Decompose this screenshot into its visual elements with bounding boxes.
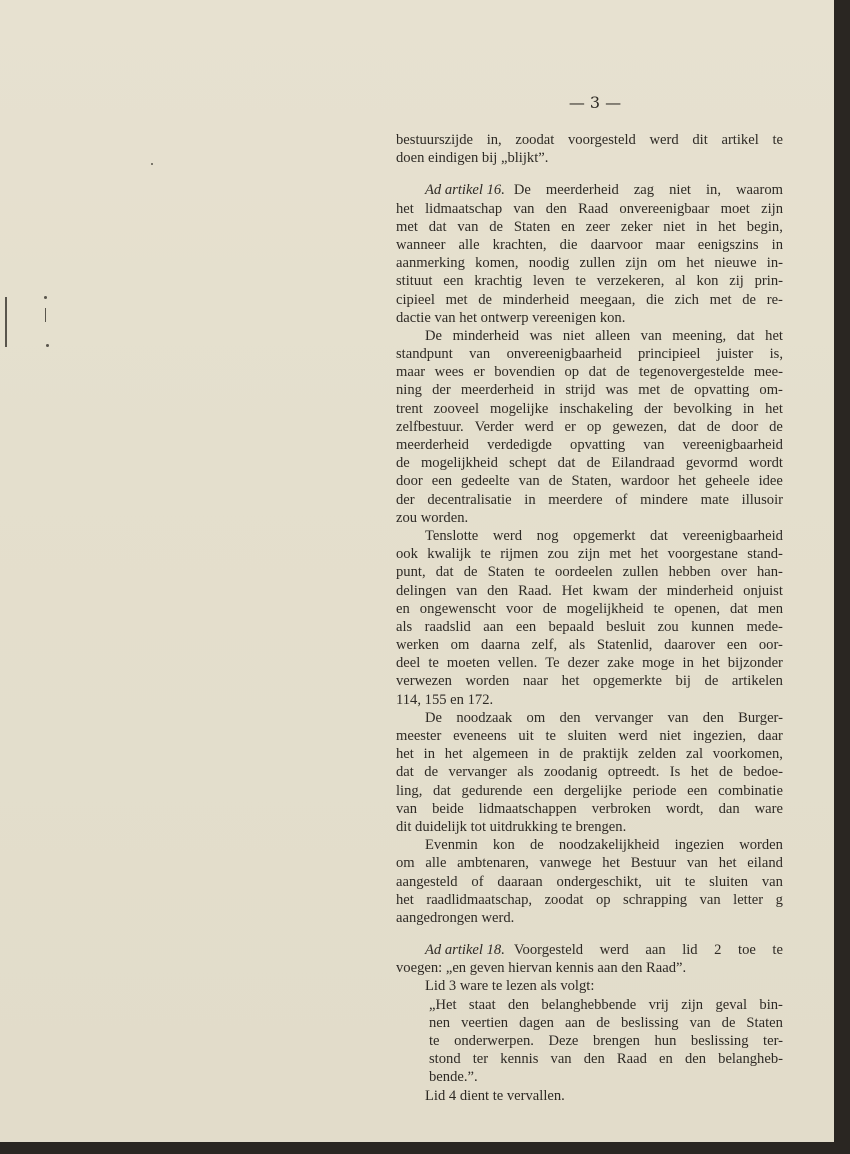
text-line: Ad artikel 16. De meerderheid zag niet in, waarom [425,182,783,199]
text-line: cipieel met de minderheid meegaan, die zich met de re- [396,291,783,308]
text-line [429,1068,783,1086]
text-line [396,509,783,527]
text-line: De minderheid was niet alleen van meening, dat het [425,327,783,344]
line-text: Lid 4 dient te vervallen. [425,1087,565,1104]
text-line: ning der meerderheid in strijd was met de opvatting om- [396,382,783,399]
paragraph [396,836,783,927]
paragraph [396,709,783,836]
line-text: dit duidelijk tot uitdrukking te brengen. [396,818,627,835]
text-line: punt, dat de Staten te oordeelen zullen hebben over han- [396,564,783,581]
text-line: door een gedeelte van de Staten, wardoor het geheele idee [396,473,783,490]
text-line: nen veertien dagen aan de beslissing van de Staten [429,1014,783,1031]
line-text: zou worden. [396,509,469,526]
text-line: van beide lidmaatschappen verbroken wordt, dan ware [396,800,783,817]
line-text: doen eindigen bij „blijkt”. [396,150,549,167]
text-line: deel te moeten vellen. Te dezer zake moge in het bijzonder [396,655,783,672]
text-line: het in het algemeen in de praktijk zelden zal voorkomen, [396,746,783,763]
text-line [425,977,783,995]
text-line: aangesteld of daaraan ondergeschikt, uit te sluiten van [396,873,783,890]
text-line: Evenmin kon de noodzakelijkheid ingezien worden [425,837,783,854]
text-line: delingen van den Raad. Het kwam der minderheid onjuist [396,582,783,599]
text-line: bestuurszijde in, zoodat voorgesteld werd dit artikel te [396,132,783,148]
text-line: de mogelijkheid schept dat de Eilandraad gevormd wordt [396,455,783,472]
text-line: dat de vervanger als zoodanig optreedt. Is het de bedoe- [396,764,783,781]
text-line [425,1087,783,1105]
text-line [396,959,783,977]
line-text: aangedrongen werd. [396,909,515,926]
article-heading: Ad artikel 16. [425,182,505,199]
body-text [396,131,783,1105]
text-line: ling, dat gedurende een dergelijke periode een combinatie [396,782,783,799]
text-line: der decentralisatie in meerdere of mindere mate illusoir [396,491,783,508]
text-line: werken om daarna zelf, als Statenlid, daarover een oor- [396,637,783,654]
text-line: trent zooveel mogelijke inschakeling der bevolking in het [396,400,783,417]
text-line: te onderwerpen. Deze brengen hun beslissing ter- [429,1033,783,1049]
text-line: meerderheid verdedigde opvatting van vereenigbaarheid [396,437,783,453]
text-line: meester eveneens uit te sluiten werd niet ingezien, daar [396,728,783,744]
text-line: zelfbestuur. Verder werd er op gewezen, dat de door de [396,418,783,435]
article-heading: Ad artikel 18. [425,942,505,959]
paragraph [396,996,783,1087]
paragraph [396,131,783,167]
text-line: ook kwalijk te rijmen zou zijn met het voorgestane stand- [396,546,783,563]
text-line: „Het staat den belanghebbende vrij zijn geval bin- [429,996,783,1013]
line-text: dactie van het ontwerp vereenigen kon. [396,309,626,326]
text-line: stituut een krachtig leven te verzekeren, al kon zij prin- [396,273,783,290]
text-line: verwezen worden naar het opgemerkte bij de artikelen [396,673,783,690]
text-line: om alle ambtenaren, vanwege het Bestuur van het eiland [396,855,783,872]
text-line: als raadslid aan een bepaald besluit zou kunnen mede- [396,618,783,635]
line-text: voegen: „en geven hiervan kennis aan den Raad”. [396,960,687,977]
paragraph [396,977,783,995]
text-line: aanmerking komen, noodig zullen zijn om het nieuwe in- [396,255,783,272]
paragraph [396,327,783,527]
text-line [396,818,783,836]
page-number: — 3 — [568,93,622,112]
paragraph [396,181,783,327]
text-line: het raadlidmaatschap, zoodat op schrapping van letter g [396,891,783,908]
paragraph [396,1087,783,1105]
line-text: Lid 3 ware te lezen als volgt: [425,978,595,995]
text-line: met dat van de Staten en zeer zeker niet in het begin, [396,218,783,235]
text-line [396,309,783,327]
text-line: en ongewenscht voor de mogelijkheid te openen, dat men [396,600,783,617]
text-line [396,149,783,167]
paragraph [396,941,783,977]
text-line: wanneer alle krachten, die daarvoor maar eenigszins in [396,236,783,253]
text-line: Tenslotte werd nog opgemerkt dat vereenigbaarheid [425,527,783,544]
text-line: stond ter kennis van den Raad en den belangheb- [429,1051,783,1068]
text-line: het lidmaatschap van den Raad onvereenigbaar moet zijn [396,200,783,217]
text-line: maar wees er bovendien op dat de tegenovergestelde mee- [396,364,783,381]
line-text: bende.”. [429,1069,478,1086]
paragraph [396,527,783,709]
text-line: standpunt van onvereenigbaarheid principieel juister is, [396,346,783,363]
text-line: Ad artikel 18. Voorgesteld werd aan lid 2 toe te [425,942,783,959]
text-line [396,691,783,709]
text-line [396,909,783,927]
text-line: De noodzaak om den vervanger van den Burger- [425,709,783,726]
line-text: 114, 155 en 172. [396,691,494,708]
